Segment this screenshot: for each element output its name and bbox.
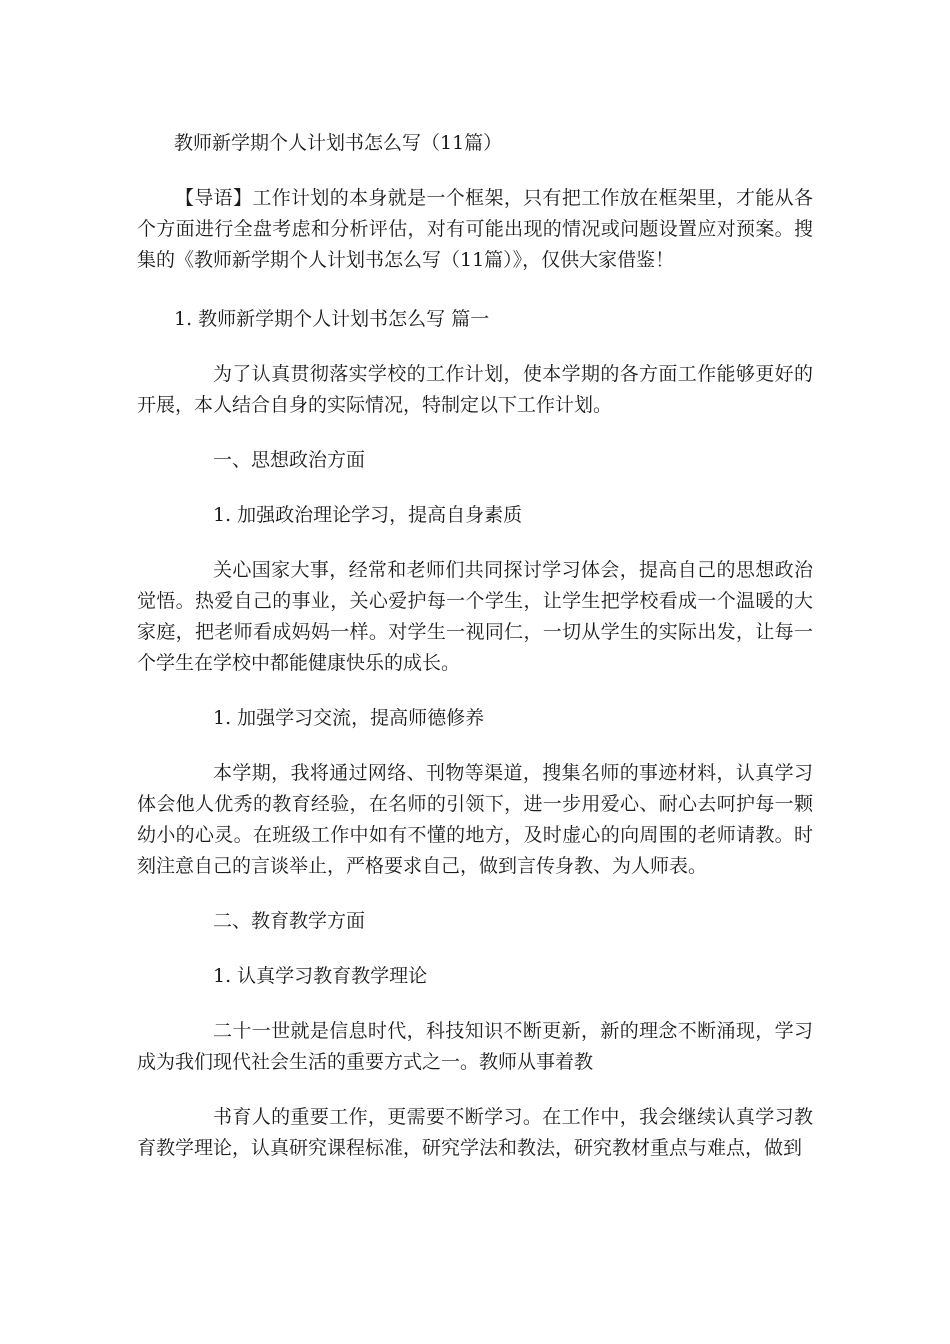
body-paragraph: 关心国家大事，经常和老师们共同探讨学习体会，提高自己的思想政治觉悟。热爱自己的事业，关心爱护每一个学生，让学生把学校看成一个温暖的大家庭，把老师看成妈妈一样。对学生一视同仁，一切从学生的实际出发，让每一个学生在学校中都能健康快乐的成长。	[137, 559, 813, 674]
section-heading: 一、思想政治方面	[213, 449, 366, 471]
body-paragraph: 本学期，我将通过网络、刊物等渠道，搜集名师的事迹材料，认真学习体会他人优秀的教育经验，在名师的引领下，进一步用爱心、耐心去呵护每一颗幼小的心灵。在班级工作中如有不懂的地方，及时虚心的向周围的老师请教。时刻注意自己的言谈举止，严格要求自己，做到言传身教、为人师表。	[137, 762, 813, 877]
body-paragraph: 为了认真贯彻落实学校的工作计划，使本学期的各方面工作能够更好的开展，本人结合自身的实际情况，特制定以下工作计划。	[137, 363, 813, 416]
intro-paragraph: 【导语】工作计划的本身就是一个框架，只有把工作放在框架里，才能从各个方面进行全盘考虑和分析评估，对有可能出现的情况或问题设置应对预案。搜集的《教师新学期个人计划书怎么写（11篇）》，仅供大家借鉴！	[137, 187, 813, 271]
body-paragraph: 书育人的重要工作，更需要不断学习。在工作中，我会继续认真学习教育教学理论，认真研究课程标准，研究学法和教法，研究教材重点与难点，做到	[137, 1106, 813, 1159]
subsection-heading: 1. 认真学习教育教学理论	[213, 965, 428, 987]
body-paragraph: 二十一世就是信息时代，科技知识不断更新，新的理念不断涌现，学习成为我们现代社会生活的重要方式之一。教师从事着教	[137, 1020, 813, 1073]
document-body	[137, 128, 813, 1188]
document-title: 教师新学期个人计划书怎么写（11篇）	[174, 132, 503, 154]
subsection-heading: 1. 加强学习交流，提高师德修养	[213, 707, 485, 729]
chapter-heading: 1. 教师新学期个人计划书怎么写 篇一	[174, 308, 490, 330]
section-heading: 二、教育教学方面	[213, 910, 366, 932]
subsection-heading: 1. 加强政治理论学习，提高自身素质	[213, 504, 523, 526]
